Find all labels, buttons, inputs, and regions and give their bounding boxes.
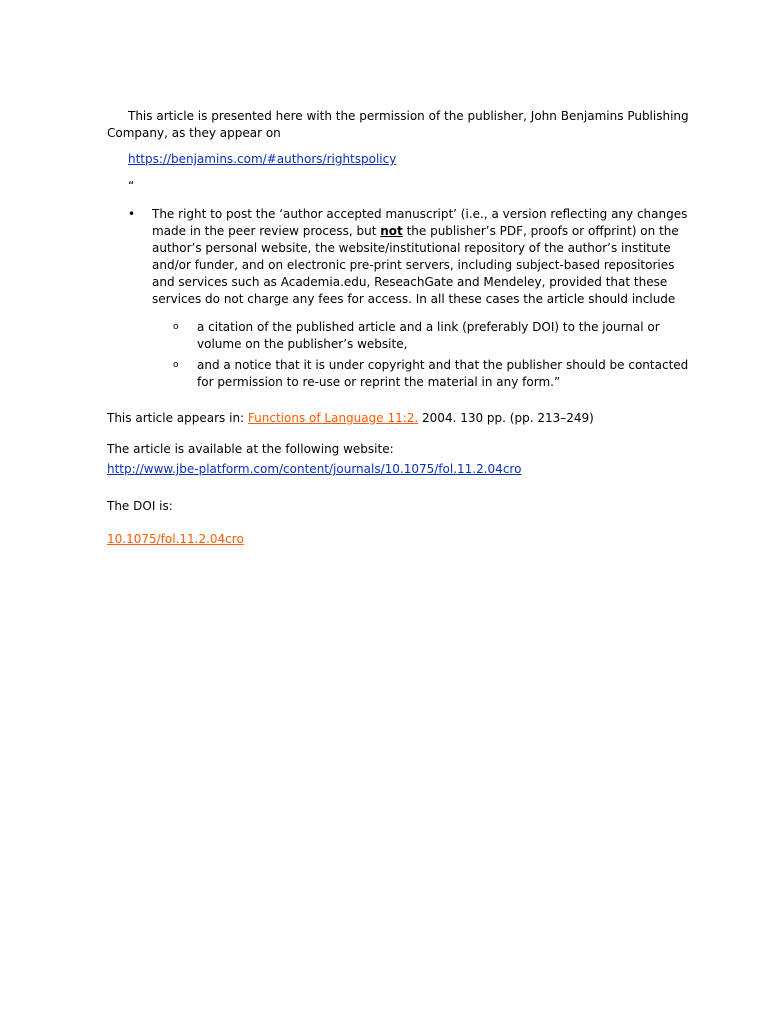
circle-bullet-icon: o (173, 360, 179, 370)
sub-bullet-2-line-2: for permission to re-use or reprint the material in any form.” (197, 375, 561, 389)
intro-line-2: Company, as they appear on (107, 126, 281, 140)
sub-bullet-2-line-1: and a notice that it is under copyright and that the publisher should be contacted (197, 358, 689, 372)
bullet-line-2 (152, 223, 679, 240)
emphasis-not: not (380, 224, 403, 238)
rights-policy-link[interactable]: https://benjamins.com/#authors/rightspolicy (128, 152, 397, 166)
doi-link[interactable]: 10.1075/fol.11.2.04cro (107, 532, 244, 546)
bullet-dot-icon: • (128, 207, 136, 221)
bullet-line-2-pre: made in the peer review process, but (152, 224, 381, 238)
available-label: The article is available at the following website: (107, 442, 394, 456)
doi-label: The DOI is: (107, 499, 173, 513)
sub-bullet-1-line-2: volume on the publisher’s website, (197, 337, 408, 351)
bullet-line-1: The right to post the ‘author accepted manuscript’ (i.e., a version reflecting any changes (152, 207, 688, 221)
journal-link[interactable]: Functions of Language 11:2. (247, 411, 419, 425)
appears-in-line (107, 410, 594, 427)
appears-suffix: 2004. 130 pp. (pp. 213–249) (418, 411, 594, 425)
bullet-line-6: services do not charge any fees for access. In all these cases the article should include (152, 292, 676, 306)
sub-bullet-1-line-1: a citation of the published article and a link (preferably DOI) to the journal or (197, 320, 660, 334)
circle-bullet-icon: o (173, 322, 179, 332)
bullet-line-3: author’s personal website, the website/institutional repository of the author’s institute (152, 241, 671, 255)
bullet-line-4: and/or funder, and on electronic pre-print servers, including subject-based repositories (152, 258, 675, 272)
appears-prefix: This article appears in: (107, 411, 248, 425)
open-quote: “ (128, 179, 135, 193)
bullet-line-5: and services such as Academia.edu, ReseachGate and Mendeley, provided that these (152, 275, 668, 289)
article-url-link[interactable]: http://www.jbe-platform.com/content/journals/10.1075/fol.11.2.04cro (107, 462, 522, 476)
bullet-line-2-post: the publisher’s PDF, proofs or offprint) on the (402, 224, 679, 238)
intro-line-1: This article is presented here with the permission of the publisher, John Benjamins Publishing (128, 109, 689, 123)
